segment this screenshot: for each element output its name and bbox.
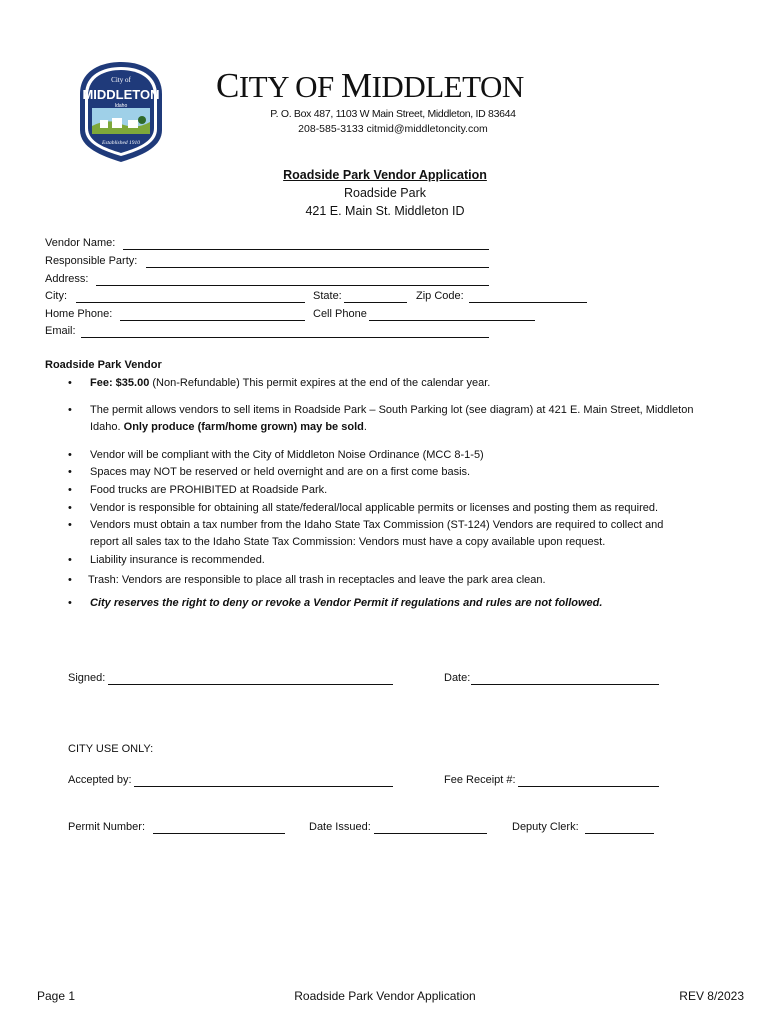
cell-phone-field[interactable] xyxy=(369,320,535,321)
list-item-trash: • Trash: Vendors are responsible to place all trash in receptacles and leave the park area clean. xyxy=(68,574,546,586)
seal-name-text: MIDDLETON xyxy=(82,87,160,102)
home-phone-field[interactable] xyxy=(120,320,305,321)
seal-state-text: Idaho xyxy=(114,103,128,109)
list-item-food-trucks: • Food trucks are PROHIBITED at Roadside Park. xyxy=(68,484,328,496)
vendor-name-label: Vendor Name: xyxy=(45,237,116,249)
section-title-vendor: Roadside Park Vendor xyxy=(45,359,162,371)
list-item-tax: • Vendors must obtain a tax number from the Idaho State Tax Commission (ST-124) Vendors are required to collect and report all sales tax to the Idaho State Tax Commission: Vendors must have a copy available upon request. xyxy=(68,519,664,548)
city-label: City: xyxy=(45,290,67,302)
responsible-party-field[interactable] xyxy=(146,267,489,268)
document-subtitle-park: Roadside Park xyxy=(344,186,426,200)
city-address: P. O. Box 487, 1103 W Main Street, Middleton, ID 83644 xyxy=(270,108,516,120)
accepted-by-field[interactable] xyxy=(134,786,393,787)
fee-receipt-field[interactable] xyxy=(518,786,659,787)
accepted-by-label: Accepted by: xyxy=(68,774,132,786)
date-field[interactable] xyxy=(471,684,659,685)
fee-receipt-label: Fee Receipt #: xyxy=(444,774,516,786)
city-contact: 208-585-3133 citmid@middletoncity.com xyxy=(298,123,488,135)
list-item-reserve: • City reserves the right to deny or revoke a Vendor Permit if regulations and rules are not followed. xyxy=(68,597,603,609)
deputy-clerk-field[interactable] xyxy=(585,833,654,834)
city-use-heading: CITY USE ONLY: xyxy=(68,743,154,755)
date-issued-label: Date Issued: xyxy=(309,821,371,833)
vendor-name-field[interactable] xyxy=(123,249,489,250)
list-item-liability: • Liability insurance is recommended. xyxy=(68,554,265,566)
date-label: Date: xyxy=(444,672,471,684)
address-label: Address: xyxy=(45,273,89,285)
cell-phone-label: Cell Phone xyxy=(313,308,367,320)
zip-label: Zip Code: xyxy=(416,290,464,302)
zip-field[interactable] xyxy=(469,302,587,303)
city-title: CITY OF MIDDLETON xyxy=(216,66,524,105)
address-field[interactable] xyxy=(96,285,489,286)
state-field[interactable] xyxy=(344,302,407,303)
list-item-noise: • Vendor will be compliant with the City of Middleton Noise Ordinance (MCC 8-1-5) xyxy=(68,449,484,461)
signed-label: Signed: xyxy=(68,672,106,684)
deputy-clerk-label: Deputy Clerk: xyxy=(512,821,579,833)
state-label: State: xyxy=(313,290,342,302)
date-issued-field[interactable] xyxy=(374,833,487,834)
document-subtitle-address: 421 E. Main St. Middleton ID xyxy=(305,204,465,218)
seal-established-text: Established 1910 xyxy=(101,140,141,146)
city-seal-logo xyxy=(78,60,164,164)
email-field[interactable] xyxy=(81,337,489,338)
permit-number-field[interactable] xyxy=(153,833,285,834)
list-item-permit: • The permit allows vendors to sell items in Roadside Park – South Parking lot (see diagram) at 421 E. Main Street, Middleton Idaho. Only produce (farm/home grown) may be sold. xyxy=(68,404,694,433)
responsible-party-label: Responsible Party: xyxy=(45,255,138,267)
home-phone-label: Home Phone: xyxy=(45,308,113,320)
footer-rev: REV 8/2023 xyxy=(679,989,744,1003)
list-item-permits: • Vendor is responsible for obtaining all state/federal/local applicable permits or licenses and posting them as required. xyxy=(68,502,659,514)
document-title: Roadside Park Vendor Application xyxy=(283,168,487,182)
permit-number-label: Permit Number: xyxy=(68,821,146,833)
footer-page: Page 1 xyxy=(37,989,76,1003)
seal-top-text: City of xyxy=(111,76,131,84)
email-label: Email: xyxy=(45,325,76,337)
list-item-spaces: • Spaces may NOT be reserved or held overnight and are on a first come basis. xyxy=(68,466,471,478)
footer-title: Roadside Park Vendor Application xyxy=(294,989,476,1003)
city-field[interactable] xyxy=(76,302,305,303)
signed-field[interactable] xyxy=(108,684,393,685)
list-item-fee: • Fee: $35.00 (Non-Refundable) This permit expires at the end of the calendar year. xyxy=(68,377,491,389)
